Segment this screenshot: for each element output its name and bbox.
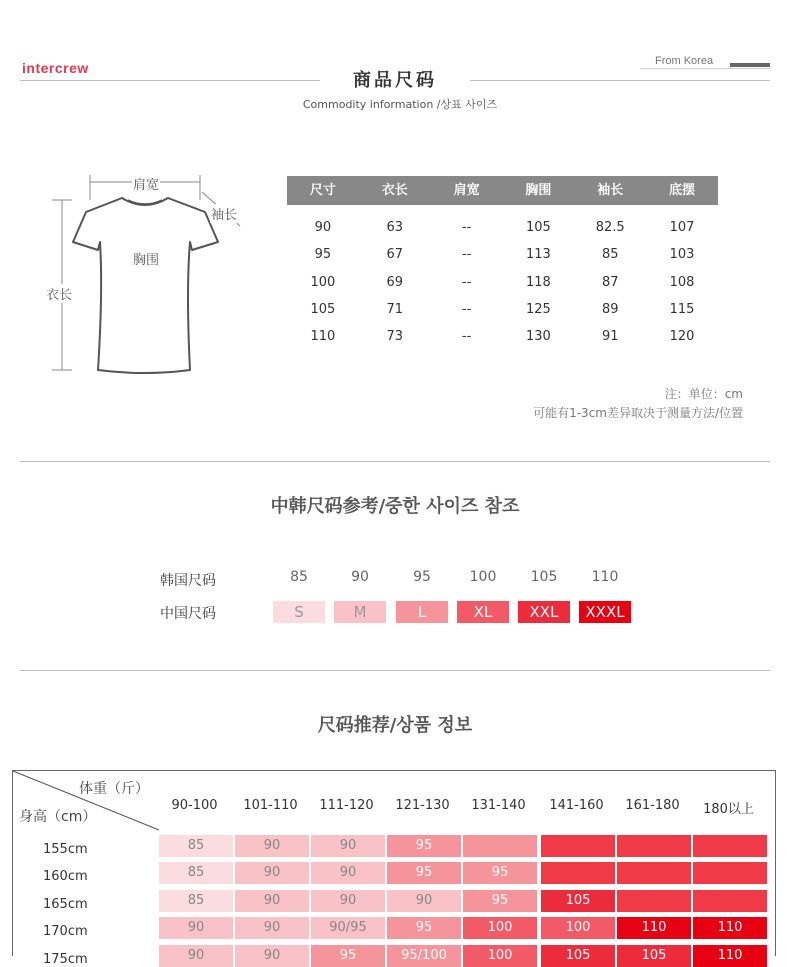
size-cell: 105	[541, 890, 615, 912]
table-row	[287, 329, 718, 344]
page-subtitle: Commodity information /상표 사이즈	[302, 98, 498, 111]
table-cell: --	[461, 275, 472, 290]
table-cell: 89	[601, 302, 619, 317]
size-cell: 105	[541, 945, 615, 967]
table-cell: 69	[386, 275, 404, 290]
size-cell: 90	[235, 890, 309, 912]
table-cell: --	[461, 329, 472, 344]
table-cell: 85	[601, 247, 619, 262]
size-cell	[693, 862, 767, 884]
table-cell: --	[461, 220, 472, 235]
table-cell: 103	[669, 247, 695, 262]
length-label: 衣长	[45, 284, 73, 303]
table-row	[287, 302, 718, 317]
kr-size-value: 105	[530, 569, 558, 585]
table-cell: --	[461, 247, 472, 262]
table-cell: 115	[669, 302, 695, 317]
size-cell: 90	[311, 862, 385, 884]
size-cell: 90	[235, 917, 309, 939]
size-cell	[617, 890, 691, 912]
kr-size-value: 95	[413, 569, 431, 585]
size-cell: 105	[617, 945, 691, 967]
kr-size-value: 100	[469, 569, 497, 585]
cn-size-box: L	[396, 601, 448, 623]
size-cell	[463, 835, 537, 857]
size-cell: 95	[387, 835, 461, 857]
table-cell: 125	[525, 302, 551, 317]
kr-size-value: 90	[351, 569, 369, 585]
size-cell: 90	[311, 890, 385, 912]
table-row	[287, 275, 718, 290]
size-cell: 90	[387, 890, 461, 912]
weight-column-header: 180以上	[703, 802, 754, 817]
header-cell: 袖长	[597, 183, 624, 198]
table-cell: 100	[310, 275, 336, 290]
size-cell: 95	[311, 945, 385, 967]
size-cell: 110	[693, 945, 767, 967]
size-cell: 85	[159, 835, 233, 857]
weight-column-header: 161-180	[625, 798, 680, 813]
recommend-title: 尺码推荐/상품 정보	[317, 715, 473, 736]
sleeve-label: 袖长	[210, 204, 238, 223]
table-row	[287, 220, 718, 235]
size-cell: 95/100	[387, 945, 461, 967]
cn-size-box: M	[334, 601, 386, 623]
size-cell: 85	[159, 890, 233, 912]
size-table-header	[287, 176, 718, 205]
size-cell: 85	[159, 862, 233, 884]
kr-size-value: 110	[591, 569, 619, 585]
size-cell: 90/95	[311, 917, 385, 939]
weight-column-header: 90-100	[171, 798, 218, 813]
brand-logo: intercrew	[22, 60, 89, 76]
height-row-label: 175cm	[43, 952, 88, 967]
table-cell: 130	[525, 329, 551, 344]
height-row-label: 160cm	[43, 869, 88, 884]
table-cell: 87	[601, 275, 619, 290]
from-korea-label: From Korea	[655, 55, 714, 67]
table-cell: 120	[669, 329, 695, 344]
size-cell	[541, 835, 615, 857]
shoulder-label: 肩宽	[132, 174, 160, 193]
size-cell: 95	[387, 917, 461, 939]
chest-label: 胸围	[132, 249, 160, 268]
cn-size-box: XL	[457, 601, 509, 623]
table-cell: 73	[386, 329, 404, 344]
size-cell: 90	[311, 835, 385, 857]
size-cell: 100	[541, 917, 615, 939]
size-cell: 110	[617, 917, 691, 939]
size-cell: 90	[235, 945, 309, 967]
height-row-label: 170cm	[43, 924, 88, 939]
table-cell: 71	[386, 302, 404, 317]
size-cell	[693, 890, 767, 912]
size-cell: 110	[693, 917, 767, 939]
size-cell: 100	[463, 917, 537, 939]
header-cell: 肩宽	[453, 183, 480, 198]
size-cell: 90	[159, 917, 233, 939]
size-cell: 90	[235, 835, 309, 857]
header-cell: 尺寸	[309, 183, 336, 198]
section-divider	[20, 461, 770, 462]
cn-size-box: XXL	[518, 601, 570, 623]
page-title: 商品尺码	[353, 70, 437, 91]
size-cell: 95	[463, 890, 537, 912]
size-cell	[693, 835, 767, 857]
weight-column-header: 111-120	[319, 798, 374, 813]
size-cell: 100	[463, 945, 537, 967]
table-cell: 67	[386, 247, 404, 262]
size-cell	[541, 862, 615, 884]
table-cell: 82.5	[595, 220, 625, 235]
size-cell	[617, 835, 691, 857]
header-cell: 衣长	[381, 183, 408, 198]
header-cell: 胸围	[525, 183, 552, 198]
cn-size-box: S	[273, 601, 325, 623]
unit-note: 注：单位：cm	[664, 387, 743, 401]
table-cell: 110	[310, 329, 336, 344]
height-axis-label: 身高（cm）	[19, 809, 97, 825]
table-cell: 105	[310, 302, 336, 317]
compare-title: 中韩尺码参考/중한 사이즈 참조	[270, 496, 520, 517]
weight-column-header: 101-110	[243, 798, 298, 813]
cn-size-box: XXXL	[579, 601, 631, 623]
height-row-label: 155cm	[43, 842, 88, 857]
table-cell: 63	[386, 220, 404, 235]
table-cell: 118	[525, 275, 551, 290]
weight-column-header: 131-140	[471, 798, 526, 813]
table-cell: 107	[669, 220, 695, 235]
cn-size-label: 中国尺码	[160, 606, 216, 622]
size-cell	[617, 862, 691, 884]
size-cell: 90	[159, 945, 233, 967]
section-divider	[20, 670, 770, 671]
recommend-table	[12, 770, 776, 967]
height-row-label: 165cm	[43, 897, 88, 912]
header-cell: 底摆	[669, 183, 696, 198]
variance-note: 可能有1-3cm差异取决于测量方法/位置	[533, 406, 743, 420]
size-cell: 95	[463, 862, 537, 884]
kr-size-label: 韩国尺码	[160, 573, 216, 589]
table-cell: 91	[601, 329, 619, 344]
table-cell: 108	[669, 275, 695, 290]
tshirt-diagram	[40, 170, 255, 380]
table-cell: 113	[525, 247, 551, 262]
table-cell: 90	[314, 220, 332, 235]
size-cell: 95	[387, 862, 461, 884]
table-cell: 105	[525, 220, 551, 235]
weight-column-header: 121-130	[395, 798, 450, 813]
kr-size-value: 85	[290, 569, 308, 585]
weight-axis-label: 体重（斤）	[79, 781, 149, 797]
size-cell: 90	[235, 862, 309, 884]
table-cell: 95	[314, 247, 332, 262]
table-cell: --	[461, 302, 472, 317]
table-row	[287, 247, 718, 262]
weight-column-header: 141-160	[549, 798, 604, 813]
